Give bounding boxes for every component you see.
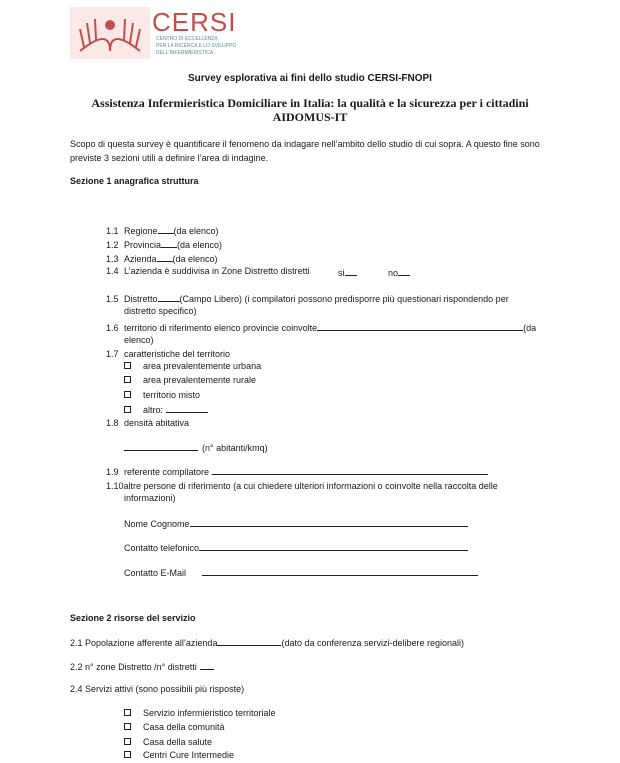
q-label: Azienda — [124, 254, 157, 264]
q-label: altre persone di riferimento (a cui chiedere ulteriori informazioni o coinvolte nella raccolta delle — [123, 481, 498, 491]
q-number: 1.8 — [106, 418, 119, 428]
logo-subtitle-2: PER LA RICERCA E LO SVILUPPO — [156, 43, 237, 49]
answer-blank[interactable] — [398, 266, 410, 276]
answer-blank[interactable] — [161, 238, 177, 248]
answer-blank[interactable] — [166, 403, 208, 413]
intro-line-2: previste 3 sezioni utili a definire l’area di indagine. — [70, 153, 269, 163]
checkbox[interactable] — [124, 723, 131, 730]
checkbox[interactable] — [124, 751, 131, 758]
option-urban[interactable] — [124, 361, 261, 371]
intro-line-1: Scopo di questa survey è quantificare il fenomeno da indagare nell’ambito dello studio di cui sopra. A questo fine sono — [70, 139, 540, 149]
q-hint: (Campo Libero) (i compilatori possono predisporre più questionari rispondendo per — [179, 294, 509, 304]
q1-2-province[interactable] — [106, 238, 222, 250]
yes-label: si — [338, 268, 345, 278]
q2-1-population[interactable] — [70, 636, 464, 648]
option-label: Casa della comunità — [143, 722, 225, 732]
option-other[interactable] — [124, 403, 208, 415]
answer-blank[interactable] — [212, 465, 488, 475]
q-label: territorio di riferimento elenco provincie coinvolte — [124, 323, 318, 333]
logo-book-icon — [70, 7, 150, 59]
document-main-title: Assistenza Infermieristica Domiciliare in Italia: la qualità e la sicurezza per i cittadini — [91, 96, 529, 110]
q-number: 1.2 — [106, 240, 119, 250]
field-label: Nome Cognome — [124, 519, 190, 529]
logo-name: CERSI — [152, 7, 237, 37]
unit-label: (n° abitanti/kmq) — [202, 443, 268, 453]
answer-blank[interactable] — [124, 441, 198, 451]
q-label: Regione — [124, 226, 158, 236]
checkbox[interactable] — [124, 406, 131, 413]
option-label: area prevalentemente rurale — [143, 375, 257, 385]
q1-4-no-option[interactable] — [388, 266, 410, 278]
q-hint: (da — [523, 323, 537, 333]
logo-subtitle-3: DELL'INFERMIERISTICA — [156, 50, 214, 56]
option-label: area prevalentemente urbana — [143, 361, 262, 371]
q-number: 1.6 — [106, 323, 119, 333]
q-hint: (da elenco) — [177, 240, 223, 250]
q1-10-other-persons — [106, 481, 498, 491]
q1-10-continuation: informazioni) — [124, 493, 176, 503]
answer-blank[interactable] — [202, 566, 478, 576]
answer-blank[interactable] — [190, 517, 468, 527]
q1-3-azienda[interactable] — [106, 252, 218, 264]
q1-5-distretto[interactable] — [106, 292, 509, 304]
answer-blank[interactable] — [157, 252, 173, 262]
field-label: Contatto telefonico — [124, 543, 200, 553]
answer-blank[interactable] — [158, 292, 180, 302]
option-rural[interactable] — [124, 375, 256, 385]
q-number: 1.7 — [106, 349, 119, 359]
q2-2-zones[interactable] — [70, 660, 214, 672]
no-label: no — [388, 268, 399, 278]
section-1-title: Sezione 1 anagrafica struttura — [70, 176, 199, 186]
option-casa-salute[interactable] — [124, 737, 212, 747]
option-label: Casa della salute — [143, 737, 213, 747]
q1-8-density — [106, 418, 189, 428]
q-hint: (da elenco) — [172, 254, 218, 264]
option-servizio-infermieristico[interactable] — [124, 708, 276, 718]
logo-subtitle-1: CENTRO DI ECCELLENZA — [156, 36, 218, 42]
q-hint: (da elenco) — [173, 226, 219, 236]
section-2-title: Sezione 2 risorse del servizio — [70, 613, 196, 623]
q1-6-territorio[interactable] — [106, 321, 536, 333]
answer-blank[interactable] — [345, 266, 357, 276]
answer-blank[interactable] — [317, 321, 523, 331]
contact-email-field[interactable] — [124, 566, 478, 578]
q1-1-region[interactable] — [106, 224, 219, 236]
q-label: L’azienda è suddivisa in Zone Distretto distretti — [124, 266, 310, 276]
q-label: densità abitativa — [124, 418, 190, 428]
contact-name-field[interactable] — [124, 517, 468, 529]
option-label: territorio misto — [143, 390, 201, 400]
checkbox[interactable] — [124, 362, 131, 369]
option-mixed[interactable] — [124, 390, 200, 400]
q1-4-zone-distretto — [106, 266, 310, 276]
q-hint: (dato da conferenza servizi-delibere regionali) — [281, 638, 465, 648]
q-number: 1.1 — [106, 226, 119, 236]
option-label: altro: — [143, 405, 164, 415]
q-label: 2.2 n° zone Distretto /n° distretti — [70, 662, 197, 672]
q-label: referente compilatore — [124, 467, 210, 477]
q-number: 1.3 — [106, 254, 119, 264]
cersi-logo — [70, 5, 237, 59]
q1-6-continuation: elenco) — [124, 335, 154, 345]
checkbox[interactable] — [124, 376, 131, 383]
option-label: Servizio infermieristico territoriale — [143, 708, 276, 718]
q1-7-territory-features — [106, 349, 230, 359]
answer-blank[interactable] — [217, 636, 281, 646]
q-number: 1.9 — [106, 467, 119, 477]
q-number: 1.4 — [106, 266, 119, 276]
answer-blank[interactable] — [200, 660, 214, 670]
option-cure-intermedie[interactable] — [124, 750, 234, 760]
q-number: 1.10 — [106, 481, 124, 491]
field-label: Contatto E-Mail — [124, 568, 187, 578]
q1-9-referente[interactable] — [106, 465, 488, 477]
q-label: Provincia — [124, 240, 162, 250]
document-acronym: AIDOMUS-IT — [272, 110, 348, 124]
answer-blank[interactable] — [199, 541, 468, 551]
q1-5-continuation: distretto specifico) — [124, 306, 197, 316]
q-number: 1.5 — [106, 294, 119, 304]
q1-8-density-input[interactable] — [124, 441, 268, 453]
q2-4-services: 2.4 Servizi attivi (sono possibili più risposte) — [70, 684, 245, 694]
q-label: caratteristiche del territorio — [124, 349, 231, 359]
option-casa-comunita[interactable] — [124, 722, 225, 732]
checkbox[interactable] — [124, 391, 131, 398]
answer-blank[interactable] — [158, 224, 174, 234]
checkbox[interactable] — [124, 738, 131, 745]
contact-phone-field[interactable] — [124, 541, 468, 553]
survey-title: Survey esplorativa ai fini dello studio CERSI-FNOPI — [188, 73, 432, 84]
q-label: 2.1 Popolazione afferente all’azienda — [70, 638, 218, 648]
option-label: Centri Cure Intermedie — [143, 750, 235, 760]
checkbox[interactable] — [124, 709, 131, 716]
q-label: Distretto — [124, 294, 158, 304]
q1-4-yes-option[interactable] — [338, 266, 357, 278]
